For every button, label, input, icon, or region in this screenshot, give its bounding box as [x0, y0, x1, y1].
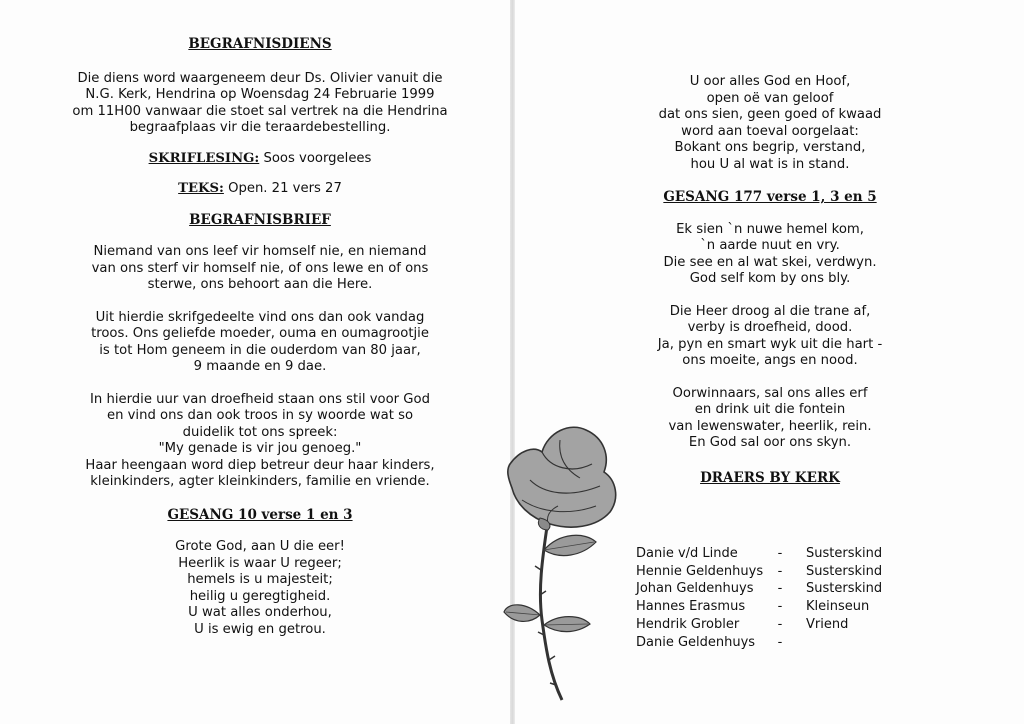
hymn-line: van lewenswater, heerlik, rein.: [668, 418, 872, 434]
letter-line: is tot Hom geneem in die ouderdom van 80 jaar,: [99, 342, 421, 358]
verse-line: Bokant ons begrip, verstand,: [674, 140, 866, 155]
bearer-name: Hendrik Grobler: [636, 616, 740, 632]
bearers-heading: DRAERS BY KERK: [700, 469, 840, 486]
letter-paragraph-2: [20, 310, 500, 376]
verse-line: U oor alles God en Hoof,: [689, 74, 851, 89]
bearer-name: Danie Geldenhuys: [636, 634, 756, 650]
hymn-line: U is ewig en getrou.: [194, 621, 326, 637]
letter-line: kleinkinders, agter kleinkinders, familie en vriende.: [90, 474, 430, 489]
bearer-relation: Susterskind: [806, 546, 883, 561]
hymn-line: en drink uit die fontein: [694, 402, 846, 417]
letter-line: en vind ons dan ook troos in sy woorde wat so: [106, 408, 414, 423]
bearer-row: [636, 580, 882, 598]
hymn-line: Ek sien `n nuwe hemel kom,: [676, 221, 864, 237]
letter-line: duidelik tot ons spreek:: [182, 424, 338, 440]
bearer-row: [636, 598, 882, 616]
verse-line: dat ons sien, geen goed of kwaad: [658, 107, 882, 122]
hymn-line: Die see en al wat skei, verdwyn.: [663, 254, 877, 270]
bearer-relation: Vriend: [806, 616, 849, 632]
left-column: [20, 36, 500, 638]
bearer-relation: Susterskind: [806, 581, 883, 597]
letter-heading: BEGRAFNISBRIEF: [189, 211, 331, 228]
bearer-relation: Kleinseun: [806, 599, 870, 615]
bearer-row: [636, 545, 882, 563]
bearer-row: [636, 634, 882, 652]
hymn-line: ons moeite, angs en nood.: [682, 353, 858, 368]
service-line: begraafplaas vir die teraardebestelling.: [129, 120, 391, 135]
hymn-177-stanza-2: [560, 304, 980, 370]
letter-paragraph-3: [20, 392, 500, 491]
letter-line: "My genade is vir jou genoeg.": [158, 441, 362, 456]
hymn-line: heilig u geregtigheid.: [189, 588, 331, 604]
hymn-177-stanza-1: [560, 222, 980, 288]
bearer-dash: -: [777, 563, 783, 579]
verse-top: [560, 74, 980, 173]
hymn-line: hemels is u majesteit;: [187, 572, 333, 587]
hymn-10-verse: [20, 539, 500, 638]
hymn-line: Heerlik is waar U regeer;: [178, 555, 342, 571]
service-details: [20, 71, 500, 137]
letter-line: 9 maande en 9 dae.: [193, 359, 327, 374]
service-line: om 11H00 vanwaar die stoet sal vertrek na die Hendrina: [72, 103, 448, 119]
bearer-relation: Susterskind: [806, 563, 883, 579]
service-heading: BEGRAFNISDIENS: [188, 36, 332, 52]
hymn-line: Oorwinnaars, sal ons alles erf: [672, 385, 868, 401]
bearer-dash: -: [777, 599, 783, 615]
bearer-name: Danie v/d Linde: [636, 546, 738, 561]
sermon-text: [20, 181, 500, 198]
bearer-name: Hennie Geldenhuys: [636, 563, 764, 579]
letter-line: In hierdie uur van droefheid staan ons stil voor God: [90, 391, 430, 407]
letter-line: troos. Ons geliefde moeder, ouma en oumagrootjie: [91, 326, 429, 341]
verse-line: open oë van geloof: [706, 90, 834, 106]
hymn-line: `n aarde nuut en vry.: [700, 238, 840, 253]
hymn-line: Grote God, aan U die eer!: [175, 539, 345, 554]
bearer-name: Johan Geldenhuys: [636, 581, 754, 597]
text-label: TEKS:: [178, 181, 224, 196]
letter-paragraph-1: [20, 244, 500, 294]
letter-line: van ons sterf vir homself nie, of ons lewe en of ons: [91, 260, 429, 276]
bearer-row: [636, 616, 882, 634]
reading-label: SKRIFLESING:: [148, 150, 260, 166]
letter-line: sterwe, ons behoort aan die Here.: [147, 277, 373, 292]
bearer-dash: -: [777, 634, 783, 650]
service-line: Die diens word waargeneem deur Ds. Olivier vanuit die: [77, 70, 443, 86]
bearer-dash: -: [777, 546, 783, 561]
bearer-dash: -: [777, 581, 783, 597]
service-line: N.G. Kerk, Hendrina op Woensdag 24 Februarie 1999: [85, 87, 435, 102]
text-value: Open. 21 vers 27: [228, 181, 342, 196]
hymn-line: U wat alles onderhou,: [188, 605, 332, 620]
reading-value: Soos voorgelees: [263, 150, 372, 166]
hymn-10-heading: GESANG 10 verse 1 en 3: [167, 506, 353, 523]
bearers-list: [636, 545, 882, 651]
hymn-line: God self kom by ons bly.: [689, 271, 851, 286]
hymn-line: Ja, pyn en smart wyk uit die hart -: [657, 336, 883, 352]
hymn-line: En God sal oor ons skyn.: [688, 435, 852, 450]
hymn-177-heading: GESANG 177 verse 1, 3 en 5: [663, 189, 877, 205]
hymn-line: Die Heer droog al die trane af,: [669, 303, 871, 319]
bearer-dash: -: [777, 616, 783, 632]
bearer-name: Hannes Erasmus: [636, 599, 746, 615]
verse-line: word aan toeval oorgelaat:: [681, 123, 859, 139]
scripture-reading: [20, 151, 500, 168]
letter-line: Uit hierdie skrifgedeelte vind ons dan ook vandag: [95, 309, 425, 325]
rose-illustration-icon: [500, 420, 640, 710]
letter-line: Niemand van ons leef vir homself nie, en niemand: [93, 244, 427, 259]
hymn-line: verby is droefheid, dood.: [687, 320, 853, 335]
letter-line: Haar heengaan word diep betreur deur haar kinders,: [85, 457, 435, 473]
bearer-row: [636, 563, 882, 581]
verse-line: hou U al wat is in stand.: [690, 156, 850, 172]
